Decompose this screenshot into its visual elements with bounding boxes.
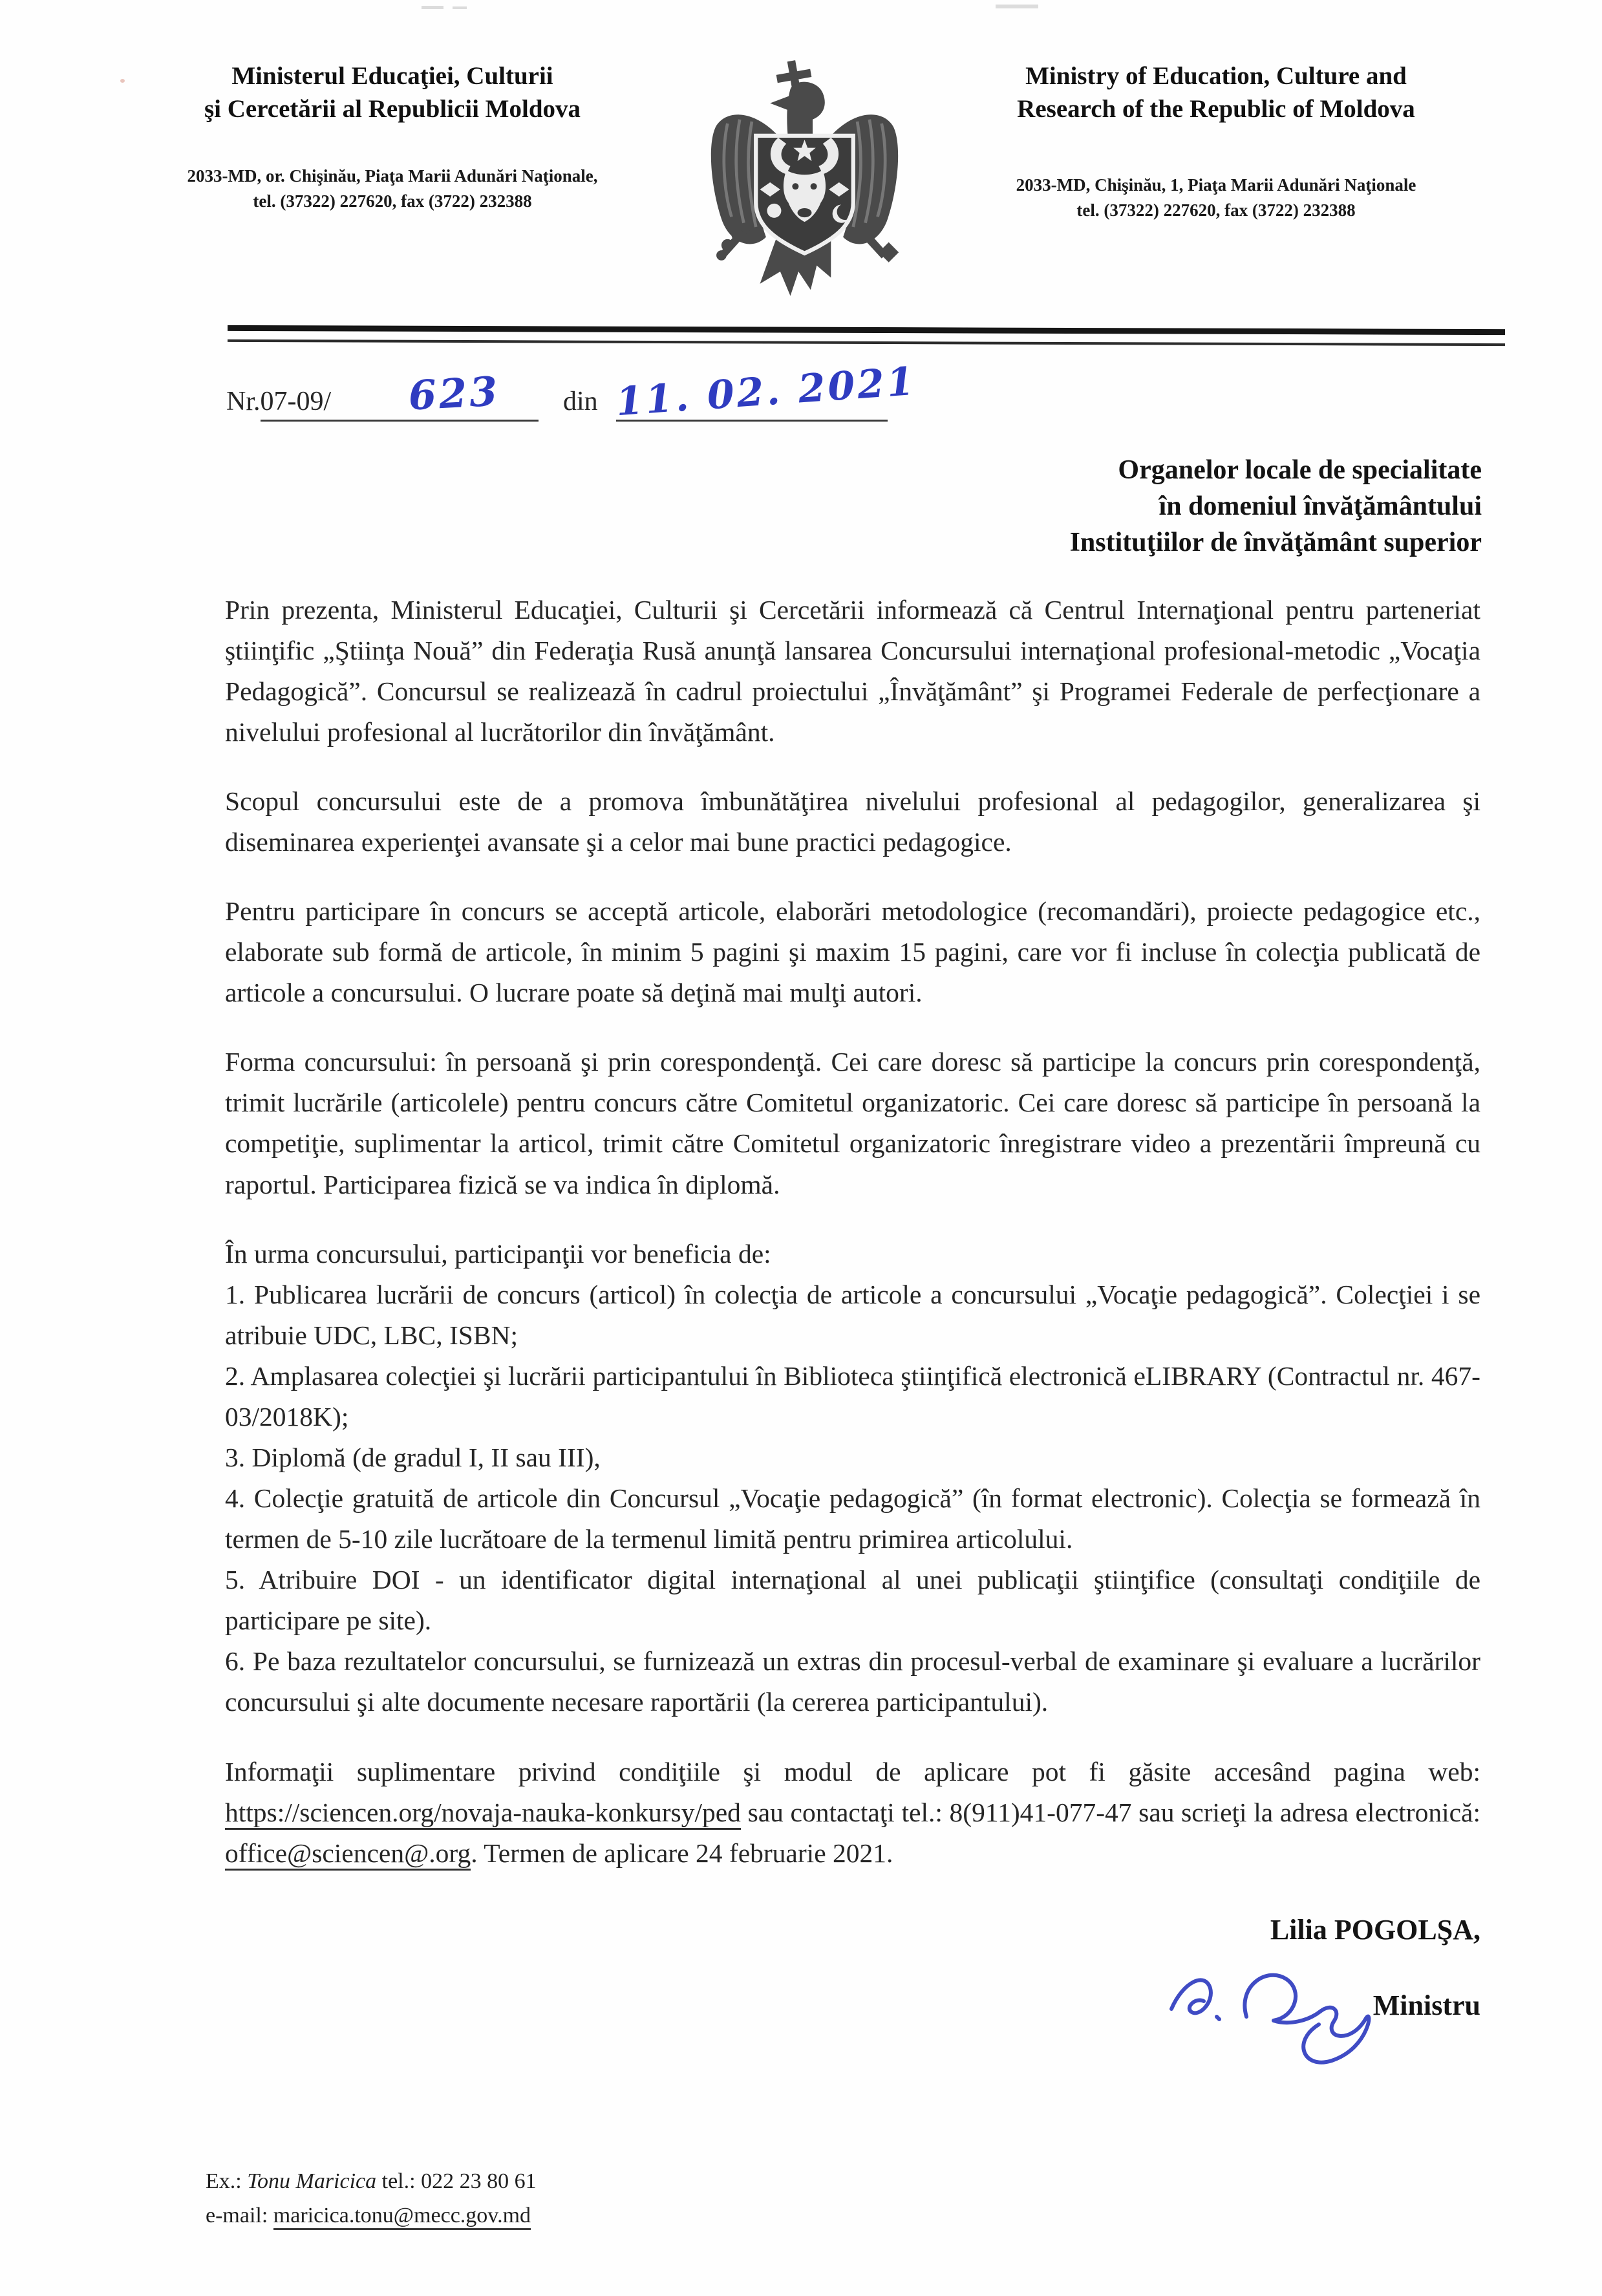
benefit-item: 2. Amplasarea colecţiei şi lucrării participantului în Biblioteca ştiinţifică electronică eLIBRARY (Contractul nr. 467-03/2018K);: [225, 1360, 1480, 1432]
body-paragraph: Pentru participare în concurs se acceptă articole, elaborări metodologice (recomandări), proiecte pedagogice etc., elaborate sub formă de articole, în minim 5 pagini şi maxim 15 pagini, care vor fi incluse în colecţia publicată de articole a concursului. O lucrare poate să deţină mai mulţi autori.: [225, 896, 1480, 1008]
signature-block: [225, 1955, 1480, 2081]
ministry-address-ro-line2: tel. (37322) 227620, fax (3722) 232388: [253, 191, 532, 211]
letterhead-divider: [228, 325, 1505, 346]
benefits-intro: În urma concursului, participanţii vor beneficia de:: [225, 1238, 771, 1269]
signatory-name: Lilia POGOLŞA,: [1270, 1913, 1480, 1946]
ministry-name-ro-line1: Ministerul Educaţiei, Culturii: [231, 62, 553, 90]
ministry-address-en-line2: tel. (37322) 227620, fax (3722) 232388: [1076, 200, 1356, 220]
body-paragraph: Scopul concursului este de a promova îmbunătăţirea nivelului profesional al pedagogilor, generalizarea şi diseminarea experienţei avansate şi a celor mai bune practici pedagogice.: [225, 786, 1480, 857]
contact-info-text: Informaţii suplimentare privind condiţiile şi modul de aplicare pot fi găsite accesând pagina web:: [225, 1756, 1480, 1786]
reference-din-label: din: [563, 387, 598, 416]
benefit-item: 3. Diplomă (de gradul I, II sau III),: [225, 1442, 601, 1472]
signatory-title: Ministru: [1372, 1989, 1480, 2021]
benefit-item: 1. Publicarea lucrării de concurs (articol) în colecţia de articole a concursului „Vocaţie pedagogică”. Colecţiei i se atribuie UDC, LBC, ISBN;: [225, 1279, 1480, 1350]
executor-email: maricica.tonu@mecc.gov.md: [273, 2204, 531, 2230]
benefit-item: 6. Pe baza rezultatelor concursului, se furnizează un extras din procesul-verbal de examinare şi evaluare a lucrărilor concursului şi alte documente necesare raportării (la cererea participantului).: [225, 1646, 1480, 1717]
addressee-line: Organelor locale de specialitate: [1118, 455, 1482, 485]
handwritten-signature-icon: [1165, 1957, 1385, 2077]
ministry-address-en-line1: 2033-MD, Chişinău, 1, Piaţa Marii Adunări Naţionale: [1016, 175, 1416, 195]
reference-date-field: [614, 358, 919, 425]
letterhead-right: [921, 59, 1511, 223]
contact-info-text: sau contactaţi tel.: 8(911)41-077-47 sau scrieţi la adresa electronică:: [740, 1797, 1480, 1827]
reference-nr-prefix: 07-09/: [260, 387, 332, 416]
letter-body: [225, 590, 1480, 2081]
ministry-name-ro-line2: şi Cercetării al Republicii Moldova: [204, 95, 581, 123]
handwritten-date: 11. 02. 2021: [614, 358, 919, 425]
benefit-item: 5. Atribuire DOI - un identificator digital internaţional al unei publicaţii ştiinţifice (consultaţi condiţiile de participare pe site).: [225, 1565, 1480, 1636]
reference-nr-label: Nr.: [226, 387, 261, 416]
ministry-name-ro: [97, 59, 688, 126]
footer-block: [206, 2165, 537, 2233]
executor-label: Ex.:: [206, 2169, 248, 2193]
letterhead-left: [97, 59, 688, 214]
ministry-name-en-line2: Research of the Republic of Moldova: [1017, 95, 1415, 123]
contact-info-paragraph: [225, 1752, 1480, 1874]
scan-artifact: [120, 79, 125, 83]
addressee-line: Instituţiilor de învăţământ superior: [1069, 527, 1482, 557]
ministry-address-ro-line1: 2033-MD, or. Chişinău, Piaţa Marii Adunări Naţionale,: [187, 166, 598, 186]
ministry-name-en: [921, 59, 1511, 126]
body-paragraph: Prin prezenta, Ministerul Educaţiei, Culturii şi Cercetării informează că Centrul Internaţional pentru parteneriat ştiinţific „Ştiinţa Nouă” din Federaţia Rusă anunţă lansarea Concursului internaţional profesional-metodic „Vocaţia Pedagogică”. Concursul se realizează în cadrul proiectului „Învăţământ” şi Programei Federale de perfecţionare a nivelului profesional al lucrătorilor din învăţământ.: [225, 594, 1480, 747]
contact-info-text: . Termen de aplicare 24 februarie 2021.: [471, 1838, 893, 1868]
letterhead: [0, 0, 1602, 305]
scan-artifact: [422, 6, 443, 9]
reference-number-field: [260, 367, 539, 422]
ministry-address-en: [921, 173, 1511, 223]
ministry-address-ro: [97, 164, 688, 214]
addressee-block: [0, 453, 1482, 561]
email-line: [206, 2199, 537, 2233]
executor-name: Tonu Maricica: [247, 2169, 377, 2193]
body-paragraph: Forma concursului: în persoană şi prin corespondenţă. Cei care doresc să participe la concurs prin corespondenţă, trimit lucrările (articolele) pentru concurs către Comitetul organizatoric. Cei care doresc să participe în persoană la competiţie, suplimentar la articol, trimit către Comitetul organizatoric înregistrare video a prezentării împreună cu raportul. Participarea fizică se va indica în diplomă.: [225, 1047, 1480, 1199]
reference-line: [226, 358, 1602, 425]
ministry-name-en-line1: Ministry of Education, Culture and: [1025, 62, 1407, 90]
addressee-line: în domeniul învăţământului: [1159, 491, 1482, 521]
benefit-item: 4. Colecţie gratuită de articole din Concursul „Vocaţie pedagogică” (în format electronic). Colecţia se formează în termen de 5-10 zile lucrătoare de la termenul limită pentru primirea articolului.: [225, 1483, 1480, 1554]
moldova-coat-of-arms-icon: [693, 59, 916, 305]
website-link: https://sciencen.org/novaja-nauka-konkursy/ped: [225, 1797, 741, 1830]
email-link: office@sciencen@.org: [225, 1838, 471, 1871]
scan-artifact: [453, 6, 467, 9]
handwritten-number: 623: [407, 367, 502, 420]
email-label: e-mail:: [206, 2203, 273, 2227]
executor-line: [206, 2165, 537, 2199]
emblem-container: [688, 59, 921, 305]
executor-phone: tel.: 022 23 80 61: [376, 2169, 537, 2193]
scan-artifact: [996, 5, 1038, 8]
